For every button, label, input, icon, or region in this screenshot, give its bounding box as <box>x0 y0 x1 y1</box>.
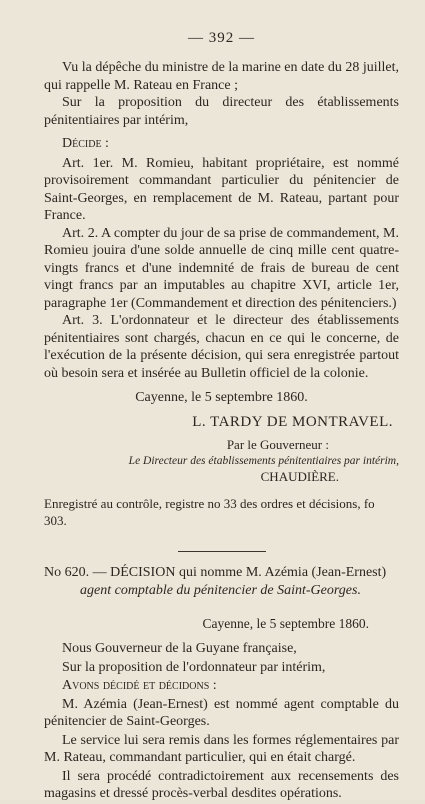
article-1: Art. 1er. M. Romieu, habitant propriétaire, est nommé provisoirement commandant particulier du pénitencier de Saint-Georges, en remplacement de M. Rateau, partant pour France. <box>44 155 399 223</box>
proposition-line: Sur la proposition de l'ordonnateur par intérim, <box>62 659 326 675</box>
date-line: Cayenne, le 5 septembre 1860. <box>135 390 308 405</box>
registration-note: Enregistré au contrôle, registre no 33 des ordres et décisions, fo 303. <box>44 496 375 528</box>
decision-title-line-1: No 620. — DÉCISION qui nomme M. Azémia (Jean-Ernest) <box>44 565 387 580</box>
director-title: Le Directeur des établissements pénitentiaires par intérim, <box>128 455 399 467</box>
article-3: Art. 3. L'ordonnateur et le directeur des établissements pénitentiaires sont chargés, chacun en ce qui le concerne, de l'exécution de la présente décision, qui sera enregistrée partout où besoin sera et insérée au Bulletin officiel de la colonie. <box>44 313 399 381</box>
par-le-gouverneur: Par le Gouverneur : <box>226 437 329 452</box>
body-paragraph-1: M. Azémia (Jean-Ernest) est nommé agent comptable du pénitencier de Saint-Georges. <box>44 696 399 729</box>
proposition-paragraph: Sur la proposition du directeur des établissements pénitentiaires par intérim, <box>44 95 399 128</box>
governor-signature: L. TARDY DE MONTRAVEL. <box>192 414 393 430</box>
decide-heading: Décide : <box>62 136 109 151</box>
decision-date: Cayenne, le 5 septembre 1860. <box>202 616 369 631</box>
vu-paragraph: Vu la dépêche du ministre de la marine en date du 28 juillet, qui rappelle M. Rateau en France ; <box>44 60 399 93</box>
body-paragraph-2: Le service lui sera remis dans les formes réglementaires par M. Rateau, commandant particulier, qui en était chargé. <box>44 732 399 765</box>
nous-line: Nous Gouverneur de la Guyane française, <box>62 641 297 656</box>
page-content <box>44 30 399 804</box>
decision-body <box>44 640 399 803</box>
avons-line: Avons décidé et décidons : <box>62 678 217 693</box>
page-number: — 392 — <box>188 30 255 46</box>
director-signature: CHAUDIÈRE. <box>260 469 339 484</box>
decision-title-line-2: agent comptable du pénitencier de Saint-Georges. <box>80 583 361 598</box>
section-divider <box>178 551 266 552</box>
body-paragraph-3: Il sera procédé contradictoirement aux recensements des magasins et dressé procès-verbal desdites opérations. <box>44 768 399 801</box>
article-2: Art. 2. A compter du jour de sa prise de commandement, M. Romieu jouira d'une solde annuelle de cinq mille cent quatre-vingts francs et d'une indemnité de frais de bureau de cent vingt francs par an imputables au chapitre XVI, article 1er, paragraphe 1er (Commandement et direction des pénitenciers.) <box>44 225 399 311</box>
